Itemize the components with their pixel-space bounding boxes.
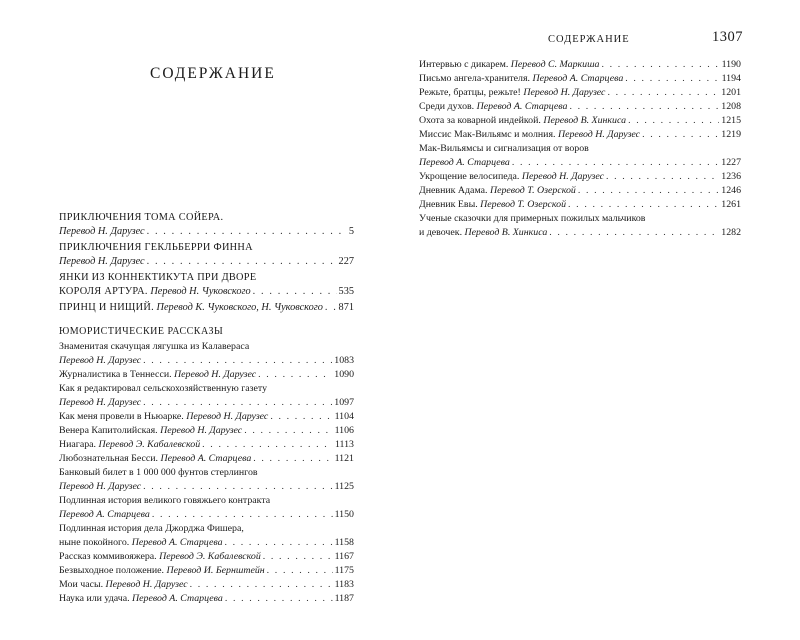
entry-text [59,410,268,424]
translator: Перевод Н. Дарузес [521,171,604,182]
toc-entry [59,592,354,606]
entry-text [419,58,599,72]
entry-title: Охота за коварной индейкой. [419,115,541,126]
entry-title: Как меня провели в Ньюарке. [59,411,184,422]
dot-leader [267,564,333,578]
entry-page: 1106 [334,425,354,436]
entry-last-line [59,564,354,578]
entry-last-line [59,480,354,494]
dot-leader [147,225,347,239]
toc-entry [59,271,354,299]
entry-last-line [59,536,354,550]
entry-text [59,592,223,606]
entry-last-line [419,184,741,198]
toc-entry [59,424,354,438]
toc-entry [59,410,354,424]
toc-entry [59,241,354,269]
toc-entry [419,170,741,184]
entry-title-line: ПРИКЛЮЧЕНИЯ ГЕКЛЬБЕРРИ ФИННА [59,242,253,253]
toc-entry [59,211,354,239]
entry-text [59,396,141,410]
entry-title: Рассказ коммивояжера. [59,551,157,562]
dot-leader [258,368,332,382]
translator: Перевод Н. Дарузес [59,481,142,492]
translator: Перевод К. Чуковского, Н. Чуковского [156,302,323,313]
entry-page: 1104 [334,411,354,422]
entry-page: 1208 [721,101,741,112]
translator: Перевод Н. Чуковского [150,286,251,297]
contents-title: СОДЕРЖАНИЕ [150,65,276,82]
translator: Перевод Т. Озерской [480,199,567,210]
entry-page: 1227 [721,157,741,168]
translator: Перевод Н. Дарузес [557,129,641,140]
entry-title: Среди духов. [419,101,475,112]
dot-leader [147,255,337,269]
entry-text [59,564,265,578]
entry-page: 1150 [334,509,354,520]
dot-leader [225,536,333,550]
entry-title: Интервью с дикарем. [419,59,509,70]
toc-entry [59,494,354,522]
entry-page: 1083 [334,355,354,366]
entry-last-line [59,452,354,466]
translator: Перевод А. Старцева [476,101,568,112]
entry-last-line [59,255,354,269]
section-title: ЮМОРИСТИЧЕСКИЕ РАССКАЗЫ [59,326,224,337]
entry-page: 1113 [334,439,354,450]
entry-last-line [59,578,354,592]
toc-entry [419,114,741,128]
left-column [59,211,354,606]
entry-text [419,156,510,170]
entry-page: 1201 [721,87,741,98]
dot-leader [606,170,719,184]
dot-leader [143,480,333,494]
entry-title-line: Мак-Вильямсы и сигнализация от воров [419,143,589,154]
dot-leader [512,156,719,170]
entry-page: 1236 [721,171,741,182]
entry-text [419,184,576,198]
entry-title: Режьте, братцы, режьте! [419,87,521,98]
toc-entry [59,438,354,452]
toc-entry [59,522,354,550]
entry-page: 1175 [334,565,354,576]
entry-last-line [419,100,741,114]
dot-leader [202,438,333,452]
entry-title: Дневник Евы. [419,199,478,210]
entry-last-line [59,396,354,410]
translator: Перевод Н. Дарузес [59,355,142,366]
left-stories-list [59,340,354,606]
dot-leader [225,592,333,606]
translator: Перевод А. Старцева [132,593,223,604]
entry-text [59,354,141,368]
entry-page: 1183 [334,579,354,590]
translator: Перевод И. Бернштейн [166,565,265,576]
translator: Перевод Т. Озерской [489,185,576,196]
entry-last-line [419,128,741,142]
entry-last-line [419,156,741,170]
entry-last-line [419,72,741,86]
dot-leader [143,396,332,410]
translator: Перевод Н. Дарузес [174,369,257,380]
entry-text [59,452,251,466]
dot-leader [569,100,719,114]
entry-last-line [59,354,354,368]
translator: Перевод В. Хинкиса [464,227,548,238]
toc-entry [59,382,354,410]
entry-title-line: ПРИКЛЮЧЕНИЯ ТОМА СОЙЕРА. [59,212,224,223]
entry-title-line: Банковый билет в 1 000 000 фунтов стерлингов [59,467,258,478]
entry-last-line [59,410,354,424]
entry-text [59,424,242,438]
entry-page: 1246 [721,185,741,196]
entry-title-line: Знаменитая скачущая лягушка из Калавераса [59,341,250,352]
entry-last-line [419,86,741,100]
translator: Перевод Н. Дарузес [523,87,606,98]
entry-text [59,550,261,564]
entry-title: Журналистика в Теннесси. [59,369,172,380]
entry-title-line: Подлинная история дела Джорджа Фишера, [59,523,244,534]
entry-last-line [59,550,354,564]
translator: Перевод Н. Дарузес [160,425,243,436]
translator: Перевод А. Старцева [419,157,510,168]
toc-entry [59,301,354,315]
entry-last-line [419,114,741,128]
toc-entry [59,368,354,382]
dot-leader [143,354,332,368]
toc-entry [59,466,354,494]
dot-leader [152,508,333,522]
entry-last-line [59,368,354,382]
entry-last-line [419,170,741,184]
entry-title: Венера Капитолийская. [59,425,158,436]
translator: Перевод Э. Кабалевской [159,551,261,562]
toc-entry [419,100,741,114]
dot-leader [270,410,332,424]
entry-text [59,536,223,550]
entry-text [59,438,200,452]
entry-page: 1097 [334,397,354,408]
translator: Перевод Н. Дарузес [105,579,188,590]
dot-leader [625,72,719,86]
entry-page: 1282 [721,227,741,238]
entry-page: 1121 [334,453,354,464]
dot-leader [325,301,337,315]
toc-entry [59,340,354,368]
entry-text [59,285,251,299]
entry-page: 1215 [721,115,741,126]
toc-entry [419,72,741,86]
dot-leader [607,86,719,100]
entry-last-line [419,198,741,212]
entry-text [59,301,323,315]
entry-last-line [419,58,741,72]
entry-text [419,72,623,86]
toc-entry [419,86,741,100]
entry-last-line [59,225,354,239]
right-stories-list [419,58,741,240]
entry-title: КОРОЛЯ АРТУРА. [59,286,148,297]
dot-leader [568,198,719,212]
entry-page: 1194 [721,73,741,84]
entry-title: Миссис Мак-Вильямс и молния. [419,129,556,140]
translator: Перевод С. Маркиша [510,59,600,70]
dot-leader [190,578,333,592]
toc-entry [59,550,354,564]
entry-title: Укрощение велосипеда. [419,171,520,182]
toc-entry [419,128,741,142]
dot-leader [628,114,719,128]
entry-title: Безвыходное положение. [59,565,165,576]
dot-leader [253,285,337,299]
entry-text [419,114,626,128]
entry-page: 227 [338,256,354,267]
dot-leader [244,424,332,438]
entry-last-line [59,508,354,522]
entry-page: 1190 [721,59,741,70]
entry-text [59,225,145,239]
entry-page: 1261 [721,199,741,210]
translator: Перевод Н. Дарузес [59,397,142,408]
entry-text [419,86,605,100]
entry-last-line [59,438,354,452]
entry-title: Наука или удача. [59,593,130,604]
running-head: СОДЕРЖАНИЕ [548,34,630,45]
translator: Перевод А. Старцева [160,453,252,464]
entry-page: 871 [338,302,354,313]
entry-text [59,255,145,269]
translator: Перевод В. Хинкиса [543,115,627,126]
dot-leader [549,226,719,240]
entry-title-line: ЯНКИ ИЗ КОННЕКТИКУТА ПРИ ДВОРЕ [59,272,257,283]
toc-entry [59,452,354,466]
entry-title: Дневник Адама. [419,185,488,196]
right-column [419,58,741,240]
page-number: 1307 [712,29,743,45]
entry-title-line: Подлинная история великого говяжьего контракта [59,495,271,506]
dot-leader [642,128,719,142]
entry-page: 1219 [721,129,741,140]
entry-text [419,100,567,114]
entry-text [419,170,604,184]
toc-entry [419,184,741,198]
entry-title: и девочек. [419,227,463,238]
toc-entry [419,212,741,240]
entry-page: 1125 [334,481,354,492]
entry-text [419,226,547,240]
entry-last-line [59,592,354,606]
entry-last-line [59,424,354,438]
entry-text [419,198,566,212]
toc-entry [419,142,741,170]
translator: Перевод А. Старцева [532,73,624,84]
entry-title: Письмо ангела-хранителя. [419,73,530,84]
entry-last-line [419,226,741,240]
toc-entry [419,198,741,212]
entry-last-line [59,285,354,299]
entry-text [59,480,141,494]
entry-text [59,368,256,382]
toc-entry [419,58,741,72]
entry-page: 5 [348,226,354,237]
entry-title: ныне покойного. [59,537,130,548]
translator: Перевод Э. Кабалевской [98,439,201,450]
entry-page: 1187 [334,593,354,604]
entry-title: Ниагара. [59,439,97,450]
dot-leader [263,550,333,564]
translator: Перевод Н. Дарузес [186,411,269,422]
entry-title-line: Как я редактировал сельскохозяйственную газету [59,383,268,394]
translator: Перевод Н. Дарузес [59,256,145,267]
toc-entry [59,578,354,592]
dot-leader [253,452,332,466]
entry-title: Мои часы. [59,579,104,590]
translator: Перевод А. Старцева [59,509,150,520]
dot-leader [578,184,719,198]
dot-leader [601,58,719,72]
entry-text [59,508,150,522]
entry-text [419,128,640,142]
entry-page: 1090 [334,369,354,380]
entry-title: ПРИНЦ И НИЩИЙ. [59,302,154,313]
translator: Перевод Н. Дарузес [59,226,145,237]
toc-entry [59,564,354,578]
translator: Перевод А. Старцева [131,537,223,548]
entry-page: 535 [338,286,354,297]
entry-last-line [59,301,354,315]
entry-page: 1158 [334,537,354,548]
entry-page: 1167 [334,551,354,562]
entry-text [59,578,188,592]
entry-title: Любознательная Бесси. [59,453,158,464]
entry-title-line: Ученые сказочки для примерных пожилых мальчиков [419,213,646,224]
novels-list [59,211,354,315]
